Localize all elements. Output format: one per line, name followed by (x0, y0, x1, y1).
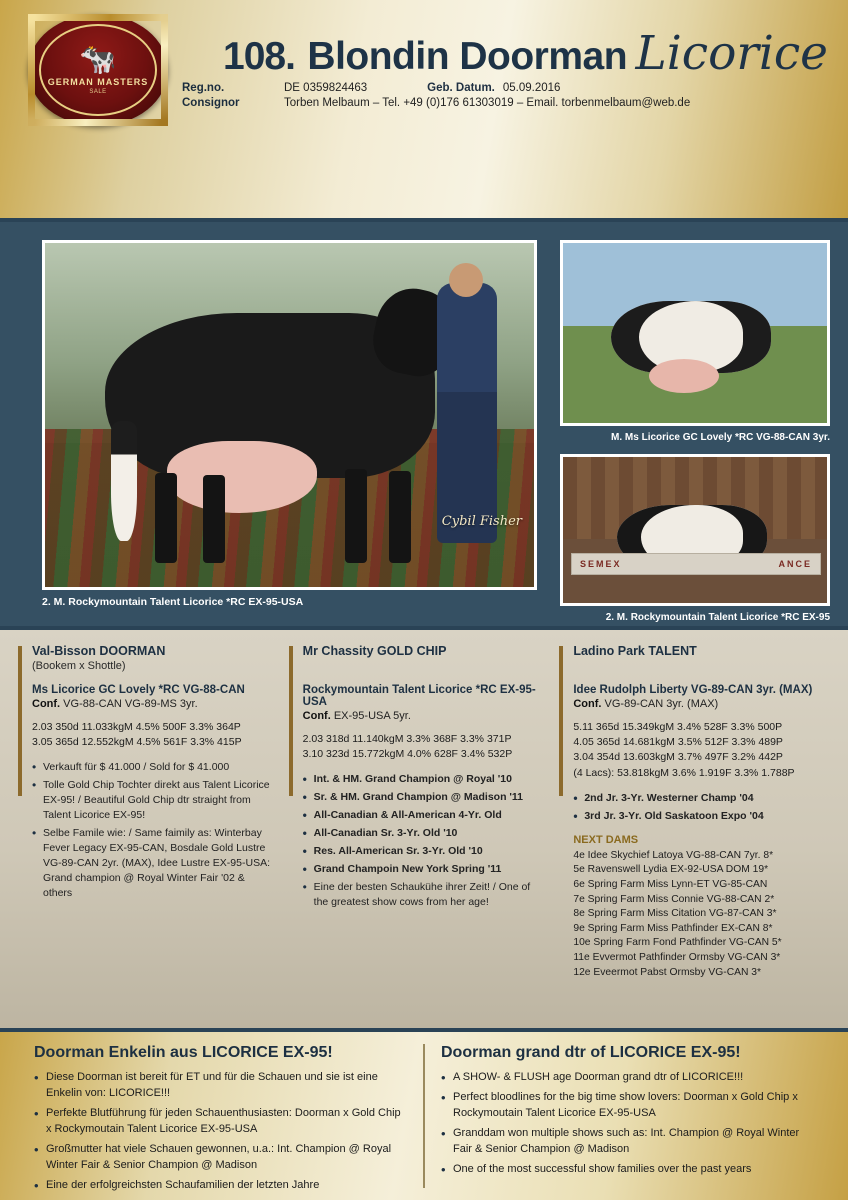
conf-line (32, 698, 275, 710)
pedigree-bullets (573, 791, 816, 824)
conf-label: Conf. (32, 698, 61, 710)
side-photo-one (560, 240, 830, 426)
cow-tail-shape (111, 421, 137, 541)
pedigree-column-1 (18, 644, 289, 1020)
lactation-record: 2.03 350d 11.033kgM 4.5% 500F 3.3% 364P (32, 721, 241, 733)
list-item: • One of the most successful show families over the past years (441, 1162, 814, 1178)
next-dam: 10e Spring Farm Fond Pathfinder VG-CAN 5* (573, 937, 782, 949)
list-item: • Granddam won multiple shows such as: Int. Champion @ Royal Winter Fair & Senior Champion @ Madison (441, 1126, 814, 1158)
handler-head-shape (449, 263, 483, 297)
next-dam: 8e Spring Farm Miss Citation VG-87-CAN 3* (573, 908, 777, 920)
regno-label: Reg.no. (182, 82, 225, 94)
main-photo (42, 240, 537, 590)
cow-leg-shape (155, 473, 177, 563)
next-dam: 12e Eveermot Pabst Ormsby VG-CAN 3* (573, 966, 762, 978)
list-item: • Diese Doorman ist bereit für ET und für die Schauen und sie ist eine Enkelin von: LICORICE!!! (34, 1070, 407, 1102)
sire-parents: (Bookem x Shottle) (32, 660, 126, 672)
cow-icon: 🐄 (79, 43, 117, 76)
pedigree-bullets (32, 760, 275, 900)
list-item: • 2nd Jr. 3-Yr. Westerner Champ '04 (573, 791, 816, 806)
conf-value: VG-88-CAN VG-89-MS 3yr. (63, 698, 198, 710)
list-item: • All-Canadian & All-American 4-Yr. Old (303, 808, 546, 823)
list-item: • Res. All-American Sr. 3-Yr. Old '10 (303, 844, 546, 859)
footer-heading-en: Doorman grand dtr of LICORICE EX-95! (441, 1044, 741, 1061)
footer-column-en (425, 1044, 830, 1188)
list-item: • Großmutter hat viele Schauen gewonnen, u.a.: Int. Champion @ Royal Winter Fair & Senior Champion @ Madison (34, 1142, 407, 1174)
logo-brand: GERMAN MASTERS (47, 77, 149, 87)
conf-value: VG-89-CAN 3yr. (MAX) (604, 698, 719, 710)
sire-name: Ladino Park TALENT (573, 644, 697, 658)
lot-number: 108. (223, 35, 295, 78)
next-dam: 11e Evvermot Pathfinder Ormsby VG-CAN 3* (573, 951, 781, 963)
next-dam: 4e Idee Skychief Latoya VG-88-CAN 7yr. 8* (573, 849, 774, 861)
list-item: • Int. & HM. Grand Champion @ Royal '10 (303, 772, 546, 787)
header-meta (182, 82, 690, 112)
lactation-record: 3.04 354d 13.603kgM 3.7% 497F 3.2% 442P (573, 751, 783, 764)
animal-name: Blondin Doorman (307, 35, 628, 78)
banner-right-text: ANCE (778, 559, 812, 569)
lactation-record: 2.03 318d 11.140kgM 3.3% 368F 3.3% 371P (302, 733, 512, 745)
consignor-value: Torben Melbaum – Tel. +49 (0)176 61303019 – Email. torbenmelbaum@web.de (284, 97, 691, 109)
pedigree-section (0, 626, 848, 1028)
cow-leg-shape (345, 469, 367, 563)
list-item: • Sr. & HM. Grand Champion @ Madison '11 (303, 790, 546, 805)
list-item: • Grand Champoin New York Spring '11 (303, 862, 546, 877)
column-accent-bar (559, 646, 563, 796)
page-title (180, 26, 828, 81)
lactation-record: 5.11 365d 15.349kgM 3.4% 528F 3.3% 500P (573, 721, 783, 733)
dam-name: Ms Licorice GC Lovely *RC VG-88-CAN (32, 684, 245, 696)
next-dams-heading: NEXT DAMS (573, 833, 639, 846)
conf-label: Conf. (573, 698, 602, 710)
banner-left-text: SEMEX (580, 559, 622, 569)
side-udder-shape (649, 359, 719, 393)
pedigree-column-2 (289, 644, 560, 1020)
main-photo-caption: 2. M. Rockymountain Talent Licorice *RC EX-95-USA (42, 596, 304, 608)
photo-credit: Cybil Fisher (441, 514, 522, 529)
german-masters-logo (28, 14, 168, 126)
next-dam: 7e Spring Farm Miss Connie VG-88-CAN 2* (573, 893, 775, 905)
regno-value: DE 0359824463 (284, 82, 368, 94)
footer-list-en (441, 1070, 814, 1178)
photo-band (0, 222, 848, 626)
dam-name: Rockymountain Talent Licorice *RC EX-95-USA (302, 684, 536, 708)
logo-sub: SALE (89, 89, 107, 95)
cow-leg-shape (203, 475, 225, 563)
lactation-total: (4 Lacs): 53.818kgM 3.6% 1.919F 3.3% 1.788P (573, 766, 795, 779)
footer-heading-de: Doorman Enkelin aus LICORICE EX-95! (34, 1044, 333, 1061)
page-header (0, 0, 848, 222)
cow-leg-shape (389, 471, 411, 563)
sire-name: Mr Chassity GOLD CHIP (302, 644, 447, 658)
list-item: • All-Canadian Sr. 3-Yr. Old '10 (303, 826, 546, 841)
lactation-record: 3.05 365d 12.552kgM 4.5% 561F 3.3% 415P (32, 736, 242, 749)
list-item: • Perfect bloodlines for the big time show lovers: Doorman x Gold Chip x Rockymoutain Talent Licorice EX-95-USA (441, 1090, 814, 1122)
handler-shape (437, 283, 497, 543)
conf-value: EX-95-USA 5yr. (333, 710, 411, 722)
list-item: • Verkauft für $ 41.000 / Sold for $ 41.000 (32, 760, 275, 775)
pedigree-bullets (303, 772, 546, 909)
dam-name: Idee Rudolph Liberty VG-89-CAN 3yr. (MAX) (573, 684, 813, 696)
side-photo-one-caption: M. Ms Licorice GC Lovely *RC VG-88-CAN 3yr. (611, 432, 830, 443)
sire-name: Val-Bisson DOORMAN (32, 644, 166, 658)
list-item: • A SHOW- & FLUSH age Doorman grand dtr of LICORICE!!! (441, 1070, 814, 1086)
column-accent-bar (289, 646, 293, 796)
consignor-label: Consignor (182, 97, 240, 109)
meta-row-regno (182, 82, 690, 94)
page-footer (0, 1028, 848, 1200)
side-photo-two (560, 454, 830, 606)
next-dam: 6e Spring Farm Miss Lynn-ET VG-85-CAN (573, 878, 768, 890)
list-item: • Perfekte Blutführung für jeden Schauenthusiasten: Doorman x Gold Chip x Rockymoutain Talent Licorice EX-95-USA (34, 1106, 407, 1138)
list-item: • Eine der erfolgreichsten Schaufamilien der letzten Jahre (34, 1178, 407, 1194)
conf-line (303, 710, 546, 722)
list-item: • Eine der besten Schaukühe ihrer Zeit! / One of the greatest show cows from her age! (303, 880, 546, 910)
column-accent-bar (18, 646, 22, 796)
footer-column-de (18, 1044, 425, 1191)
conf-label: Conf. (302, 710, 331, 722)
lactation-record: 3.10 323d 15.772kgM 4.0% 628F 3.4% 532P (302, 748, 513, 761)
meta-row-consignor (182, 97, 690, 109)
logo-ring (39, 24, 157, 116)
next-dam: 9e Spring Farm Miss Pathfinder EX-CAN 8* (573, 922, 773, 934)
lactation-record: 4.05 365d 14.681kgM 3.5% 512F 3.3% 489P (573, 736, 783, 749)
conf-line (573, 698, 816, 710)
birthdate-value: 05.09.2016 (502, 82, 561, 94)
pedigree-column-3 (559, 644, 830, 1020)
animal-name-script: Licorice (635, 26, 828, 81)
next-dam: 5e Ravenswell Lydia EX-92-USA DOM 19* (573, 864, 769, 876)
list-item: • 3rd Jr. 3-Yr. Old Saskatoon Expo '04 (573, 809, 816, 824)
show-ring-banner (571, 553, 821, 575)
side-photo-two-caption: 2. M. Rockymountain Talent Licorice *RC EX-95 (605, 612, 830, 623)
sire-parents (303, 660, 546, 672)
birthdate-label: Geb. Datum. (427, 82, 495, 94)
list-item: • Selbe Famile wie: / Same faimily as: Winterbay Fever Legacy EX-95-CAN, Bosdale Gold Lustre VG-89-CAN 2yr. (MAX), Idee Lustre EX-95-USA: Grand champion @ Royal Winter Fair '02 & others (32, 826, 275, 901)
list-item: • Tolle Gold Chip Tochter direkt aus Talent Licorice EX-95! / Beautiful Gold Chip dtr straight from Talent Licorice EX-95! (32, 778, 275, 823)
sire-parents (573, 660, 816, 672)
footer-list-de (34, 1070, 407, 1194)
